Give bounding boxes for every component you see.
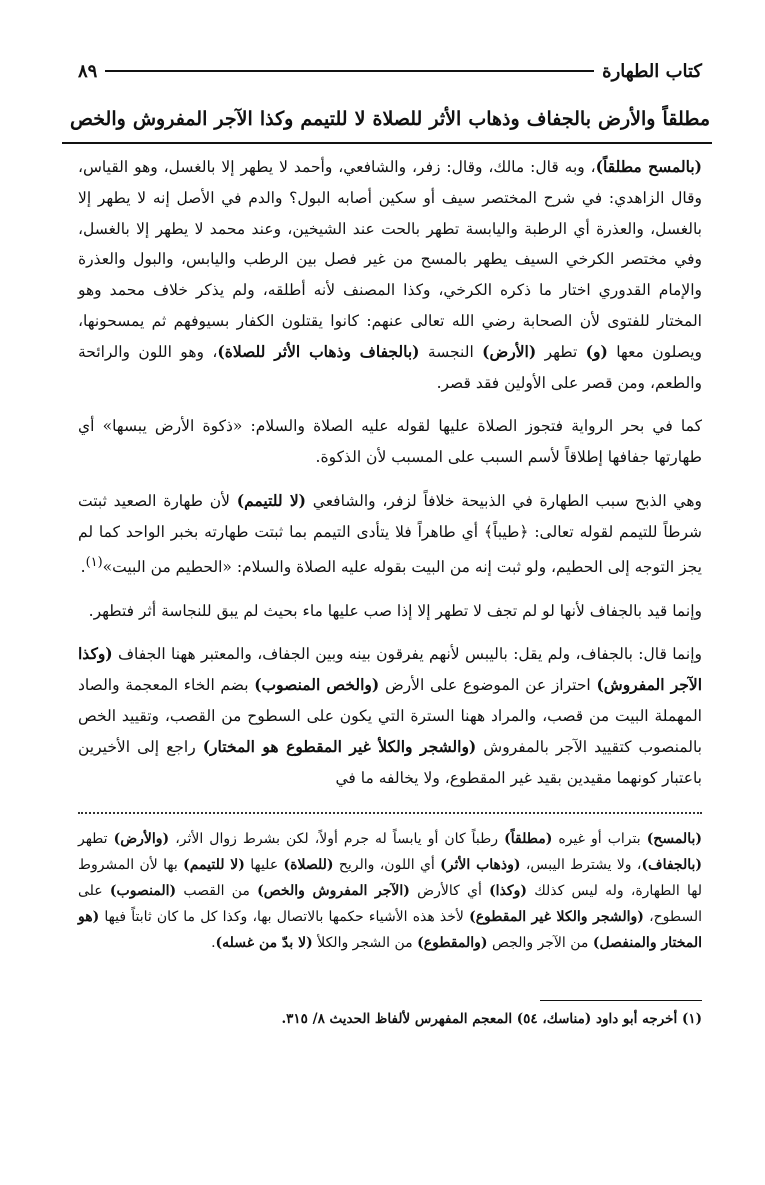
commentary-paragraph: وإنما قيد بالجفاف لأنها لو لم تجف لا تطهر إلا إذا صب عليها ماء بحيث لم يبق للنجاسة أثر فتطهر. bbox=[88, 601, 702, 620]
hashiya-text: بتراب أو غيره bbox=[552, 831, 647, 847]
bold-term: (والشجر والكلأ غير المقطوع هو المختار) bbox=[202, 736, 477, 756]
paragraph-text: تطهر bbox=[536, 342, 586, 361]
bold-term: (لا للتيمم) bbox=[236, 490, 307, 510]
commentary-paragraph bbox=[78, 639, 702, 793]
paragraph-text: لأن طهارة الصعيد ثبتت شرطاً للتيمم لقوله تعالى: ﴿طيباً﴾ أي طاهراً فلا يتأدى التيمم بما ثبتت طهارته بخبر الواحد كما لم يجز التوجه إلى الحطيم، ولو ثبت إنه من البيت بقوله عليه الصلاة والسلام: «الحطيم من البيت» bbox=[78, 491, 702, 576]
bold-term: (للصلاة) bbox=[283, 857, 334, 873]
hashiya-text: عليها bbox=[244, 857, 284, 873]
footnote-rule bbox=[540, 1000, 702, 1001]
marginal-commentary bbox=[78, 826, 702, 956]
hashiya-text: لأخذ هذه الأشياء حكمها بالاتصال بها، وكذا كل ما كان ثابتاً فيها bbox=[99, 909, 470, 925]
footnote-ref: (١) bbox=[85, 554, 103, 570]
paragraph-text: وهي الذبح سبب الطهارة في الذبيحة خلافاً لزفر، والشافعي bbox=[306, 491, 702, 510]
commentary-body bbox=[78, 152, 702, 806]
bold-term: (والمقطوع) bbox=[417, 935, 488, 951]
hashiya-text: ، ولا يشترط اليبس، bbox=[520, 857, 642, 873]
bold-term: (مطلقاً) bbox=[504, 831, 553, 847]
running-header bbox=[78, 56, 702, 86]
bold-term: (الآجر المفروش والخص) bbox=[257, 883, 410, 899]
header-rule bbox=[105, 70, 594, 72]
bold-term: (هو المختار والمنفصل) bbox=[78, 909, 702, 951]
hashiya-text: بها لأن المشروط لها الطهارة، وله ليس كذلك bbox=[78, 857, 702, 899]
dotted-separator bbox=[78, 812, 702, 814]
hashiya-text: من القصب bbox=[176, 883, 258, 899]
bold-term: (وذهاب الأثر) bbox=[440, 857, 521, 873]
commentary-paragraph: كما في بحر الرواية فتجوز الصلاة عليها لقوله عليه الصلاة والسلام: «ذكوة الأرض يبسها» أي طهارتها جفافها إطلاقاً لأسم السبب على المسبب لأن الذكوة. bbox=[78, 417, 702, 467]
hashiya-text: رطباً كان أو يابساً له جرم أولاً، لكن بشرط زوال الأثر، bbox=[169, 831, 505, 847]
hashiya-text: أي كالأرض bbox=[409, 883, 490, 899]
footnote: (١) أخرجه أبو داود (مناسك، ٥٤) المعجم المفهرس لألفاظ الحديث ٨/ ٣١٥. bbox=[281, 1011, 702, 1027]
book-title: كتاب الطهارة bbox=[602, 60, 702, 82]
bold-term: (لا بدّ من غسله) bbox=[215, 935, 313, 951]
paragraph-text: احتراز عن الموضوع على الأرض bbox=[379, 676, 597, 695]
hashiya-text: تطهر bbox=[78, 831, 114, 847]
bold-term: (و) bbox=[585, 341, 608, 361]
hashiya-text: من الشجر والكلأ bbox=[312, 935, 418, 951]
bold-term: (بالجفاف وذهاب الأثر للصلاة) bbox=[217, 341, 420, 361]
bold-term: (والشجر والكلا غير المقطوع) bbox=[469, 909, 644, 925]
commentary-paragraph bbox=[78, 152, 702, 398]
bold-term: (بالجفاف) bbox=[641, 857, 703, 873]
hashiya-text: على السطوح، bbox=[78, 883, 702, 925]
paragraph-text: راجع إلى الأخيرين باعتبار كونهما مقيدين بقيد غير المقطوع، ولا يخالفه ما في bbox=[78, 737, 702, 787]
paragraph-text: . bbox=[80, 557, 86, 576]
paragraph-text: النجسة bbox=[419, 342, 483, 361]
paragraph-text: وإنما قال: بالجفاف، ولم يقل: باليبس لأنهم يفرقون بينه وبين الجفاف، والمعتبر ههنا الجفاف bbox=[112, 645, 702, 664]
bold-term: (والخص المنصوب) bbox=[254, 675, 380, 695]
paragraph-text: ، وبه قال: مالك، وقال: زفر، والشافعي، وأحمد لا يطهر إلا بالغسل، وهو القياس، وقال الزاهدي: في شرح المختصر سيف أو سكين أصابه البول؟ والدم في الأصل إنه لا يطهر إلا بالغسل، والعذرة أي الرطبة واليابسة تطهر بالحت عند الشيخين، وعند محمد لا يطهر إلا بالغسل، وفي مختصر الكرخي السيف يطهر بالمسح من غير فصل بين الرطب واليابس، والبول والعذرة والإمام القدوري اختار ما ذكره الكرخي، وكذا المصنف لأنه أطلقه، ولم يذكر خلاف محمد وهو المختار للفتوى لأن الصحابة رضي الله تعالى عنهم: كانوا يقتلون الكفار بسيوفهم ثم يمسحونها، ويصلون معها bbox=[78, 158, 702, 361]
commentary-paragraph bbox=[78, 486, 702, 583]
matn-divider bbox=[62, 142, 712, 144]
paragraph-text: بضم الخاء المعجمة والصاد المهملة البيت من قصب، والمراد ههنا السترة التي يكون على السطوح من القصب، وتقييد الخص بالمنصوب كتقييد الآجر بالمفروش bbox=[78, 676, 702, 756]
bold-term: (الأرض) bbox=[482, 341, 537, 361]
bold-term: (لا للتيمم) bbox=[183, 857, 245, 873]
paragraph-text: ، وهو اللون والرائحة والطعم، ومن قصر على الأولين فقد قصر. bbox=[78, 342, 702, 392]
bold-term: (المنصوب) bbox=[109, 883, 177, 899]
bold-term: (والأرض) bbox=[113, 831, 170, 847]
hashiya-text: من الآجر والجص bbox=[487, 935, 593, 951]
bold-term: (بالمسح) bbox=[646, 831, 702, 847]
bold-term: (وكذا الآجر المفروش) bbox=[78, 644, 702, 695]
hashiya-text: أي اللون، والريح bbox=[333, 857, 441, 873]
page-number: ٨٩ bbox=[78, 60, 98, 82]
bold-term: (بالمسح مطلقاً) bbox=[595, 157, 702, 176]
matn-text: مطلقاً والأرض بالجفاف وذهاب الأثر للصلاة لا للتيمم وكذا الآجر المفروش والخص bbox=[70, 108, 710, 130]
hashiya-text: . bbox=[211, 935, 216, 951]
bold-term: (وكذا) bbox=[489, 883, 527, 899]
